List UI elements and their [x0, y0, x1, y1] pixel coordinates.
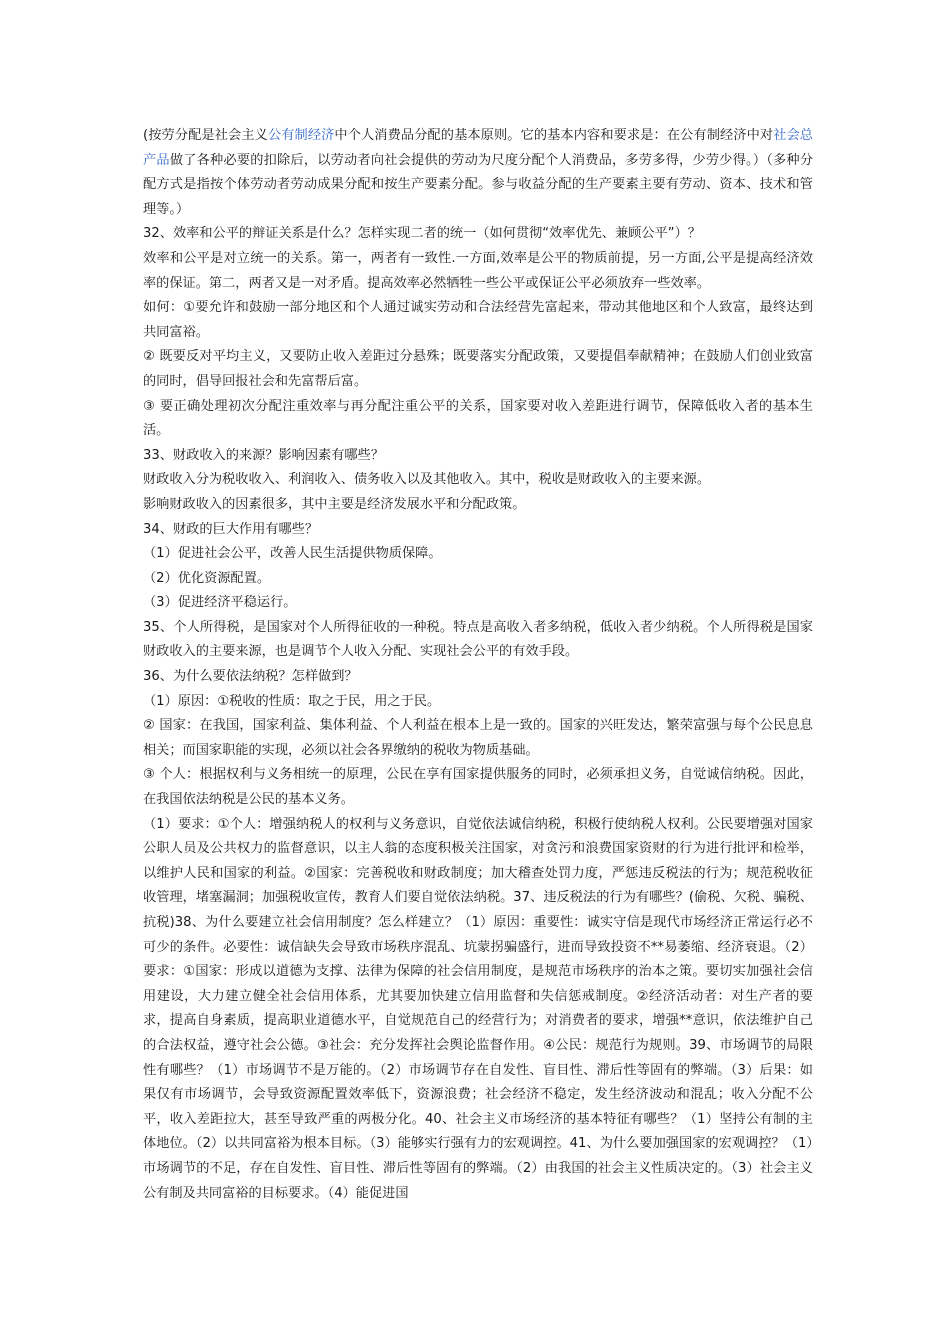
paragraph-text: 如何：①要允许和鼓励一部分地区和个人通过诚实劳动和合法经营先富起来，带动其他地区和个人致富，最终达到共同富裕。: [143, 300, 813, 340]
document-paragraph: [143, 616, 813, 665]
paragraph-text: 效率和公平是对立统一的关系。第一，两者有一致性.一方面,效率是公平的物质前提，另一方面,公平是提高经济效率的保证。第二，两者又是一对矛盾。提高效率必然牺牲一些公平或保证公平必须放弃一些效率。: [143, 250, 813, 291]
document-paragraph: [143, 813, 813, 1207]
document-paragraph: [143, 296, 813, 345]
document-paragraph: [143, 247, 813, 296]
document-paragraph: [143, 714, 813, 763]
document-paragraph: [143, 763, 813, 812]
paragraph-text: 33、财政收入的来源？影响因素有哪些？: [143, 447, 384, 463]
paragraph-text: 34、财政的巨大作用有哪些？: [143, 521, 319, 537]
document-paragraph: [143, 395, 813, 444]
document-paragraph: [143, 518, 813, 543]
paragraph-text: (按劳分配是社会主义: [143, 128, 268, 143]
document-paragraph: [143, 591, 813, 616]
paragraph-text: ③ 要正确处理初次分配注重效率与再分配注重公平的关系，国家要对收入差距进行调节，保障低收入者的基本生活。: [143, 398, 813, 439]
document-paragraph: [143, 542, 813, 567]
paragraph-text: （1）要求：①个人：增强纳税人的权利与义务意识，自觉依法诚信纳税，积极行使纳税人权利。公民要增强对国家公职人员及公共权力的监督意识，以主人翁的态度积极关注国家，对贪污和浪费国家资财的行为进行批评和检举，以维护人民和国家的利益。②国家：完善税收和财政制度；加大稽查处罚力度，严惩违反税法的行为；规范税收征收管理，堵塞漏洞；加强税收宣传，教育人们要自觉依法纳税。37、违反税法的行为有哪些？(偷税、欠税、骗税、抗税)38、为什么要建立社会信用制度？怎么样建立？（1）原因：重要性：诚实守信是现代市场经济正常运行必不可少的条件。必要性：诚信缺失会导致市场秩序混乱、坑蒙拐骗盛行，进而导致投资不**易萎缩、经济衰退。（2）要求：①国家：形成以道德为支撑、法律为保障的社会信用制度，是规范市场秩序的治本之策。要切实加强社会信用建设，大力建立健全社会信用体系，尤其要加快建立信用监督和失信惩戒制度。②经济活动者：对生产者的要求，提高自身素质，提高职业道德水平，自觉规范自己的经营行为；对消费者的要求，增强**意识，依法维护自己的合法权益，遵守社会公德。③社会：充分发挥社会舆论监督作用。④公民：规范行为规则。39、市场调节的局限性有哪些？（1）市场调节不是万能的。（2）市场调节存在自发性、盲目性、滞后性等固有的弊端。（3）后果：如果仅有市场调节，会导致资源配置效率低下，资源浪费；社会经济不稳定，发生经济波动和混乱；收入分配不公平，收入差距拉大，甚至导致严重的两极分化。40、社会主义市场经济的基本特征有哪些？（1）坚持公有制的主体地位。（2）以共同富裕为根本目标。（3）能够实行强有力的宏观调控。41、为什么要加强国家的宏观调控？（1）市场调节的不足，存在自发性、盲目性、滞后性等固有的弊端。（2）由我国的社会主义性质决定的。（3）社会主义公有制及共同富裕的目标要求。（4）能促进国: [143, 816, 813, 1201]
document-paragraph: [143, 345, 813, 394]
document-paragraph: [143, 124, 813, 222]
paragraph-text: （1）促进社会公平，改善人民生活提供物质保障。: [143, 546, 442, 562]
hyperlink[interactable]: 社会总产品: [143, 128, 813, 168]
paragraph-text: （2）优化资源配置。: [143, 570, 271, 586]
paragraph-text: 36、为什么要依法纳税？怎样做到？: [143, 669, 358, 685]
paragraph-text: 做了各种必要的扣除后，以劳动者向社会提供的劳动为尺度分配个人消费品，多劳多得，少劳少得。）（多种分配方式是指按个体劳动者劳动成果分配和按生产要素分配。参与收益分配的生产要素主要有劳动、资本、技术和管理等。）: [143, 152, 814, 217]
document-paragraph: [143, 444, 813, 469]
paragraph-text: 35、个人所得税，是国家对个人所得征收的一种税。特点是高收入者多纳税，低收入者少纳税。个人所得税是国家财政收入的主要来源，也是调节个人收入分配、实现社会公平的有效手段。: [143, 619, 813, 660]
paragraph-text: （3）促进经济平稳运行。: [143, 595, 297, 611]
paragraph-text: 32、效率和公平的辩证关系是什么？怎样实现二者的统一（如何贯彻“效率优先、兼顾公平”）？: [143, 226, 701, 242]
document-paragraph: [143, 690, 813, 715]
paragraph-text: 影响财政收入的因素很多，其中主要是经济发展水平和分配政策。: [143, 496, 526, 512]
paragraph-text: 财政收入分为税收收入、利润收入、债务收入以及其他收入。其中，税收是财政收入的主要来源。: [143, 472, 711, 488]
paragraph-text: ③ 个人：根据权利与义务相统一的原理，公民在享有国家提供服务的同时，必须承担义务，自觉诚信纳税。因此，在我国依法纳税是公民的基本义务。: [143, 767, 813, 808]
document-paragraph: [143, 493, 813, 518]
paragraph-text: ② 国家：在我国，国家利益、集体利益、个人利益在根本上是一致的。国家的兴旺发达，繁荣富强与每个公民息息相关；而国家职能的实现，必须以社会各界缴纳的税收为物质基础。: [143, 718, 813, 758]
document-paragraph: [143, 222, 813, 247]
hyperlink[interactable]: 公有制经济: [267, 128, 335, 143]
paragraph-text: （1）原因：①税收的性质：取之于民，用之于民。: [143, 693, 441, 709]
document-paragraph: [143, 567, 813, 592]
paragraph-text: ② 既要反对平均主义，又要防止收入差距过分悬殊；既要落实分配政策，又要提倡奉献精神；在鼓励人们创业致富的同时，倡导回报社会和先富帮后富。: [143, 349, 813, 389]
document-paragraph: [143, 665, 813, 690]
document-paragraph: [143, 468, 813, 493]
paragraph-text: 中个人消费品分配的基本原则。它的基本内容和要求是：在公有制经济中对: [334, 128, 774, 143]
document-page: [143, 124, 813, 1206]
